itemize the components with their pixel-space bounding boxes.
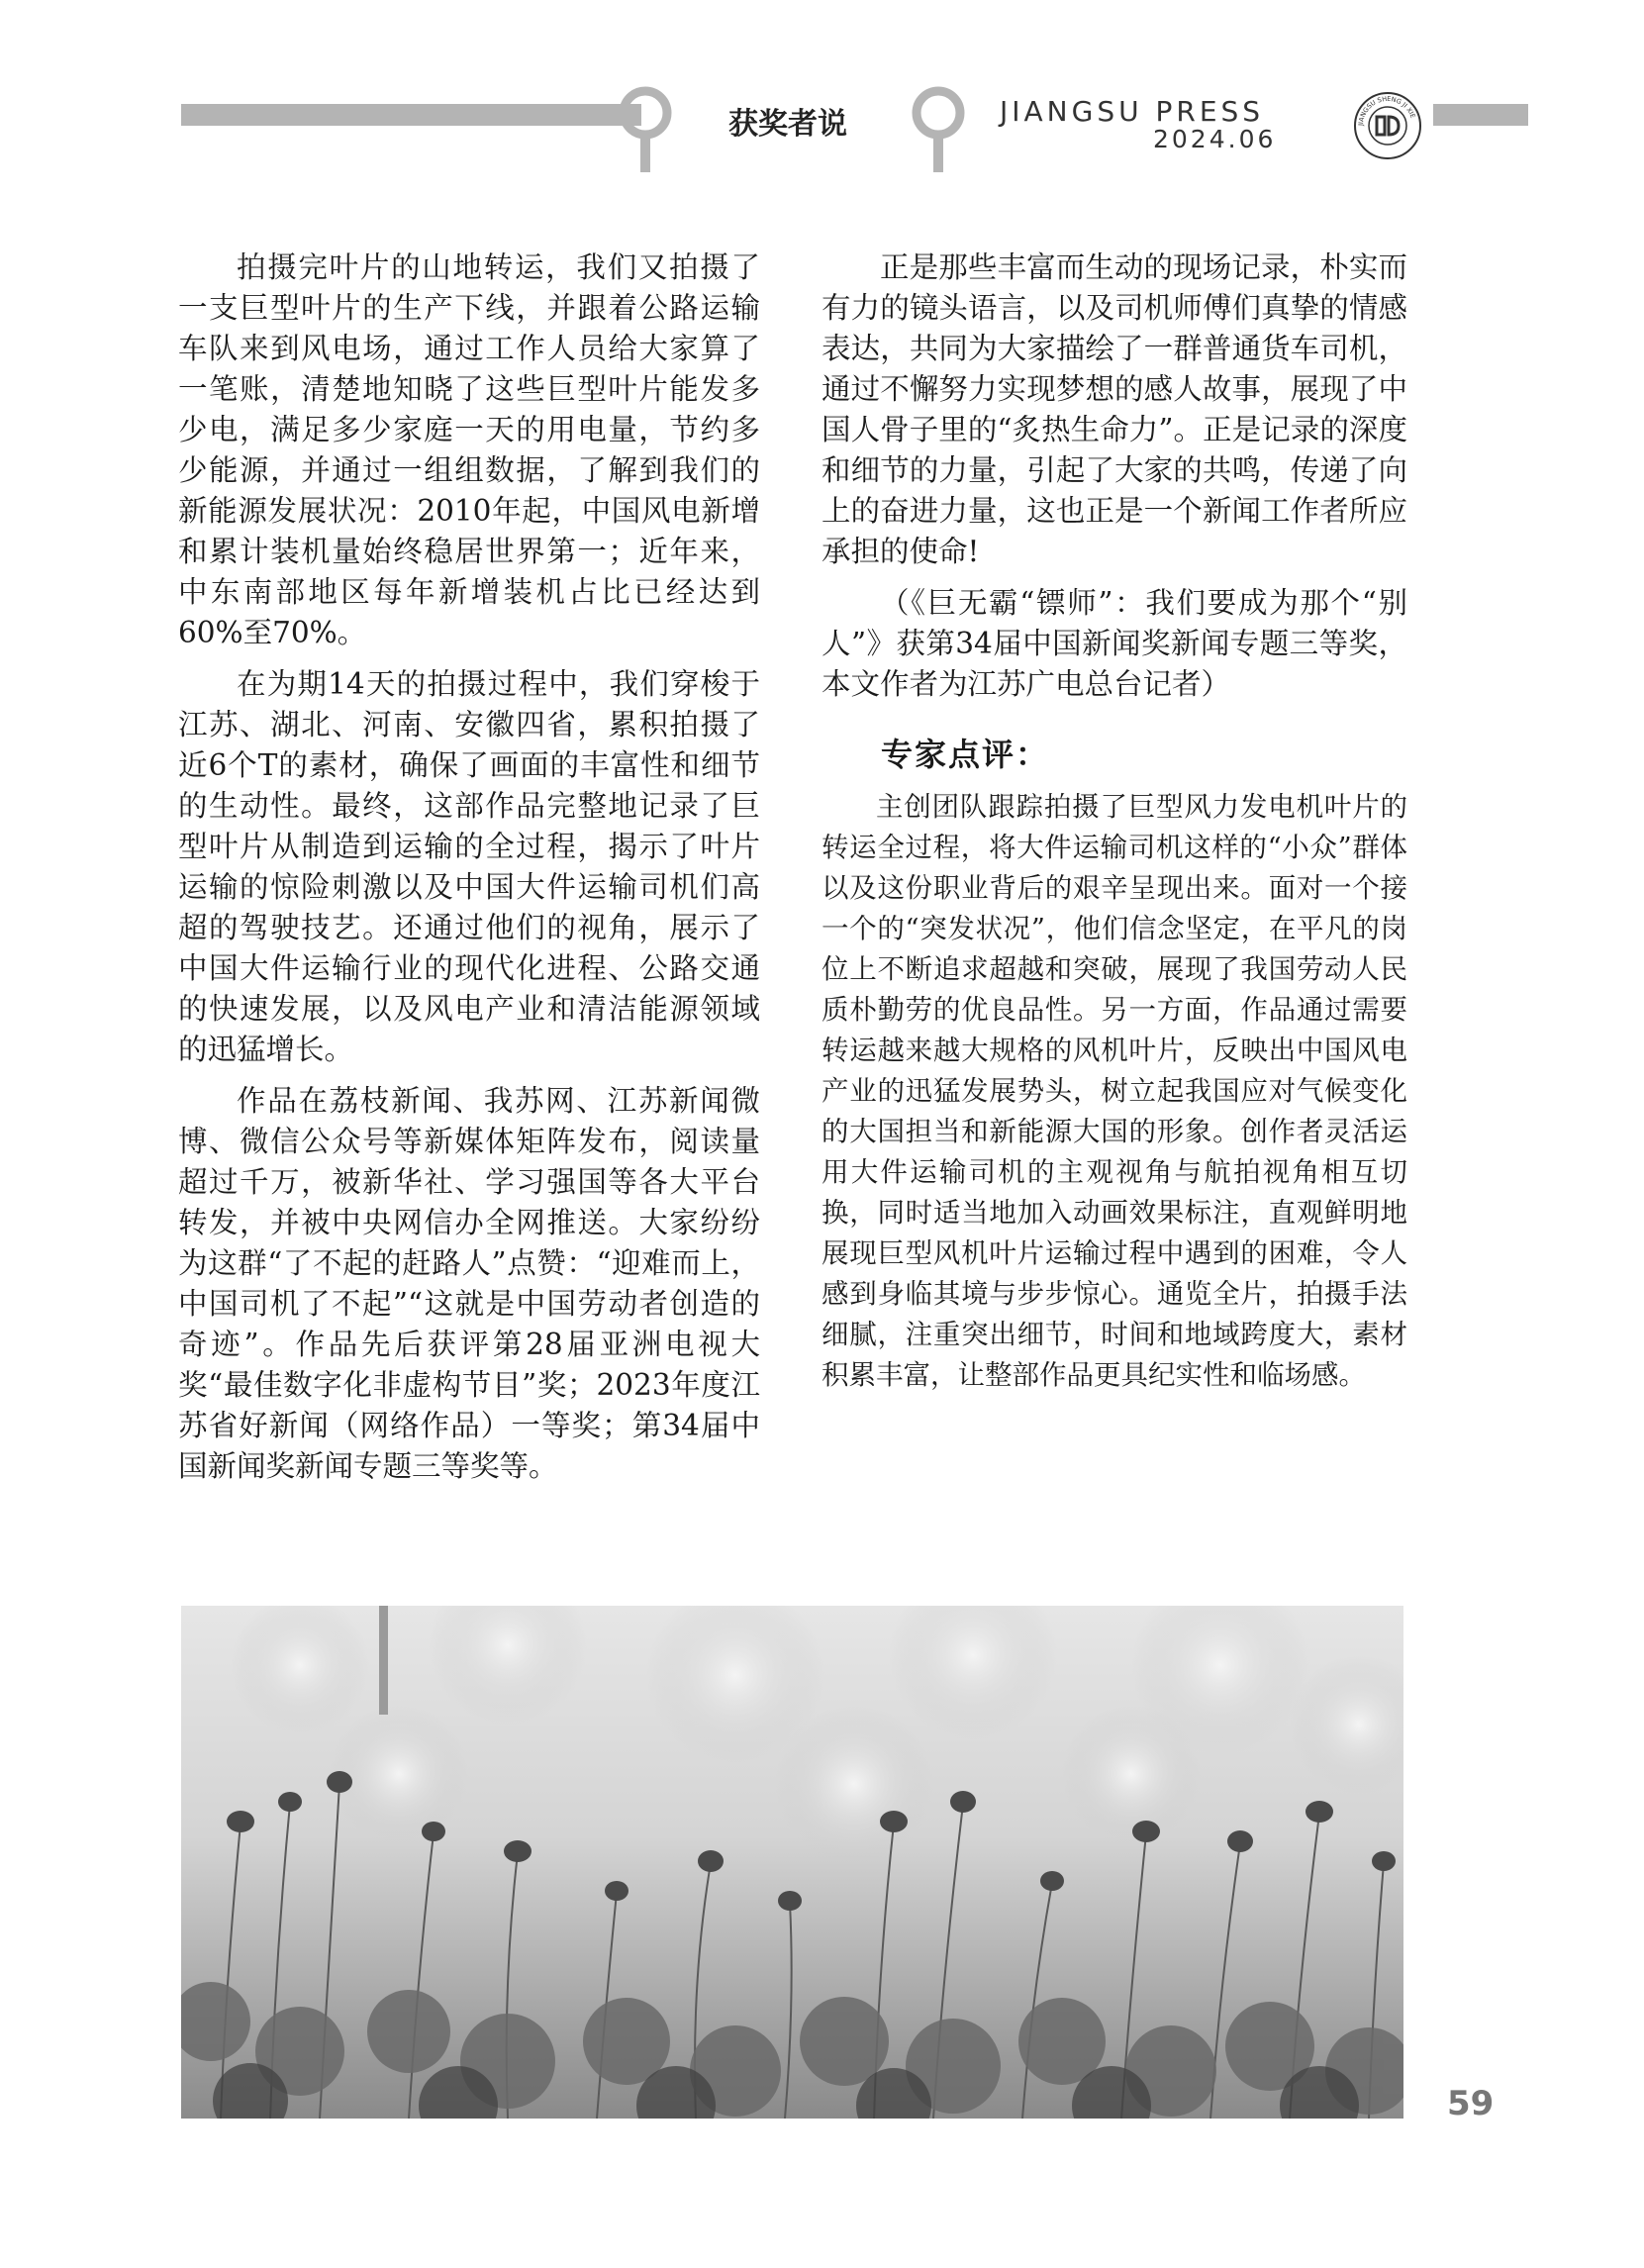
publication-issue: 2024.06 — [1153, 125, 1277, 153]
publication-name: JIANGSU PRESS — [1000, 95, 1265, 128]
article-note: （《巨无霸“镖师”：我们要成为那个“别人”》获第34届中国新闻奖新闻专题三等奖，本文作者为江苏广电总台记者） — [822, 586, 1407, 701]
expert-comment-heading: 专家点评： — [881, 736, 1050, 773]
expert-comment: 主创团队跟踪拍摄了巨型风力发电机叶片的转运全过程，将大件运输司机这样的“小众”群体以及这份职业背后的艰辛呈现出来。面对一个接一个的“突发状况”，他们信念坚定，在平凡的岗位上不断追求超越和突破，展现了我国劳动人民质朴勤劳的优良品性。另一方面，作品通过需要转运越来越大规格的风机叶片，反映出中国风电产业的迅猛发展势头，树立起我国应对气候变化的大国担当和新能源大国的形象。创作者灵活运用大件运输司机的主观视角与航拍视角相互切换，同时适当地加入动画效果标注，直观鲜明地展现巨型风机叶片运输过程中遇到的困难，令人感到身临其境与步步惊心。通览全片，拍摄手法细腻，注重突出细节，时间和地域跨度大，素材积累丰富，让整部作品更具纪实性和临场感。 — [822, 791, 1407, 1391]
chrysanthemum-flowers-photo — [181, 1606, 1403, 2119]
section-title: 获奖者说 — [728, 107, 847, 142]
header-bar-left — [181, 104, 641, 126]
paragraph: 在为期14天的拍摄过程中，我们穿梭于江苏、湖北、河南、安徽四省，累积拍摄了近6个T的素材，确保了画面的丰富性和细节的生动性。最终，这部作品完整地记录了巨型叶片从制造到运输的全过程，揭示了叶片运输的惊险刺激以及中国大件运输司机们高超的驾驶技艺。还通过他们的视角，展示了中国大件运输行业的现代化进程、公路交通的快速发展，以及风电产业和清洁能源领域的迅猛增长。 — [178, 667, 760, 1066]
page-number: 59 — [1447, 2084, 1495, 2123]
paragraph: 拍摄完叶片的山地转运，我们又拍摄了一支巨型叶片的生产下线，并跟着公路运输车队来到风电场，通过工作人员给大家算了一笔账，清楚地知晓了这些巨型叶片能发多少电，满足多少家庭一天的用电量，节约多少能源，并通过一组组数据，了解到我们的新能源发展状况：2010年起，中国风电新增和累计装机量始终稳居世界第一；近年来，中东南部地区每年新增装机占比已经达到60%至70%。 — [178, 250, 760, 649]
paragraph: 正是那些丰富而生动的现场记录，朴实而有力的镜头语言，以及司机师傅们真挚的情感表达，共同为大家描绘了一群普通货车司机，通过不懈努力实现梦想的感人故事，展现了中国人骨子里的“炙热生命力”。正是记录的深度和细节的力量，引起了大家的共鸣，传递了向上的奋进力量，这也正是一个新闻工作者所应承担的使命! — [822, 250, 1407, 568]
map-pin-icon — [909, 85, 968, 174]
paragraph: 作品在荔枝新闻、我苏网、江苏新闻微博、微信公众号等新媒体矩阵发布，阅读量超过千万，被新华社、学习强国等各大平台转发，并被中央网信办全网推送。大家纷纷为这群“了不起的赶路人”点赞：“迎难而上，中国司机了不起”“这就是中国劳动者创造的奇迹”。作品先后获评第28届亚洲电视大奖“最佳数字化非虚构节目”奖；2023年度江苏省好新闻（网络作品）一等奖；第34届中国新闻奖新闻专题三等奖等。 — [178, 1084, 760, 1483]
map-pin-icon — [616, 85, 675, 174]
logo-text: JIANGSU SHENG JI XIE — [1356, 94, 1417, 127]
header-bar-right — [1433, 104, 1528, 126]
left-column — [178, 247, 760, 1487]
association-seal-icon — [1353, 91, 1422, 160]
right-column — [822, 247, 1407, 1396]
